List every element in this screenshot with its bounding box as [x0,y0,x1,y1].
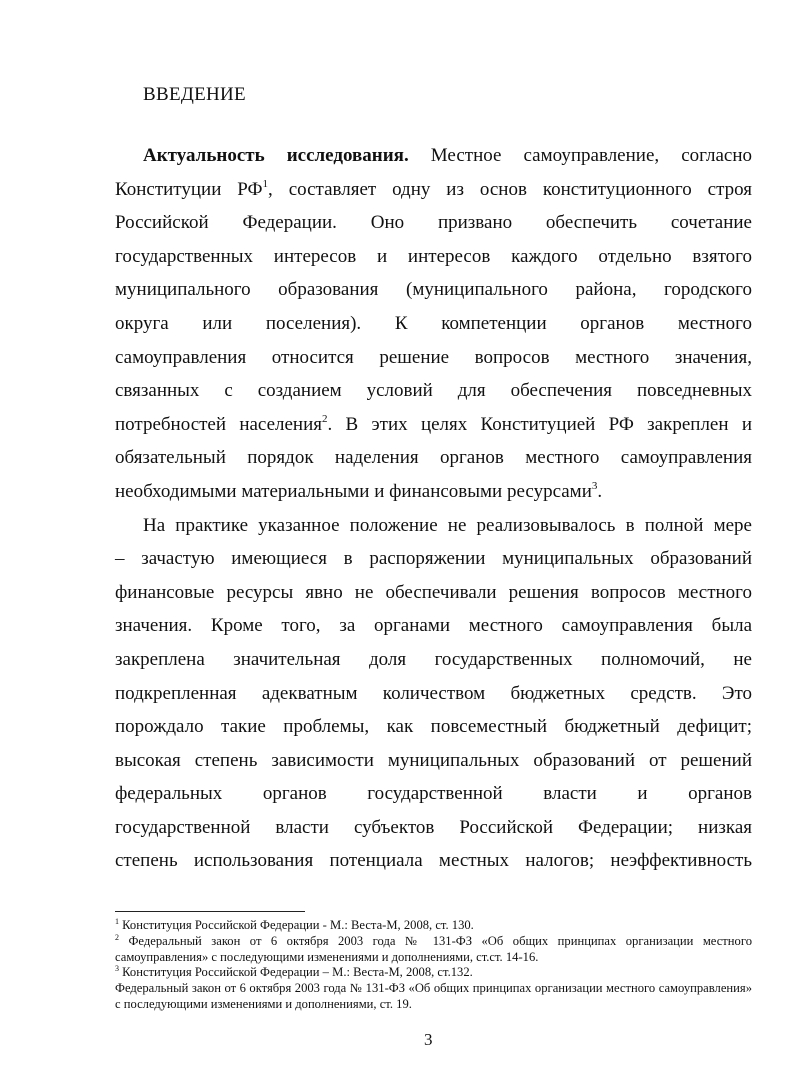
text-line: высокая степень зависимости муниципальных образований от решений [115,749,752,771]
text-line: потребностей населения$^2$. В этих целях Конституцией РФ закреплен и [115,412,752,435]
text-line: финансовые ресурсы явно не обеспечивали решения вопросов местного [115,581,752,603]
bold-lead: Актуальность исследования. [143,145,409,166]
text-line: Российской Федерации. Оно призвано обеспечить сочетание [115,212,752,234]
text-line: государственной власти субъектов Российской Федерации; низкая [115,816,752,838]
text-line: – зачастую имеющиеся в распоряжении муниципальных образований [115,548,752,570]
page-number: 3 [424,1030,433,1049]
text-line: федеральных органов государственной власти и органов [115,783,752,805]
text-line: округа или поселения). К компетенции органов местного [115,312,752,334]
text-line: обязательный порядок наделения органов местного самоуправления [115,447,752,469]
footnote-ref: 3 [591,479,598,492]
text-line: На практике указанное положение не реализовывалось в полной мере [143,514,752,536]
footnote: Федеральный закон от 6 октября 2003 года № 131-ФЗ «Об общих принципах организации местного самоуправления» с последующими изменениями и дополнениями, ст. 19. [115,981,752,1011]
footnotes [115,918,752,1013]
footnote-ref: 1 [262,177,269,190]
text-line: самоуправления относится решение вопросов местного значения, [115,346,752,368]
text-line: государственных интересов и интересов каждого отдельно взятого [115,245,752,267]
footnote-mark: 2 [115,932,119,942]
footnote: $^1$ Конституция Российской Федерации - М.: Веста-М, 2008, ст. 130. [115,917,474,932]
footnote-mark: 3 [115,964,119,974]
text-line: значения. Кроме того, за органами местного самоуправления была [115,615,752,637]
text-line: Актуальность исследования. Местное самоуправление, согласно [143,145,752,166]
text-line: степень использования потенциала местных налогов; неэффективность [115,850,752,872]
text-line: порождало такие проблемы, как повсеместный бюджетный дефицит; [115,716,752,738]
text-line: закреплена значительная доля государственных полномочий, не [115,648,752,670]
body-text [115,139,752,878]
footnote: $^2$ Федеральный закон от 6 октября 2003 года № 131-ФЗ «Об общих принципах организации местного самоуправления» с последующими изменениями и дополнениями, ст.ст. 14-16. [115,932,752,964]
footnote: $^3$ Конституция Российской Федерации – М.: Веста-М, 2008, ст.132. [115,964,473,980]
section-heading: ВВЕДЕНИЕ [143,84,246,105]
footnote-ref: 2 [322,412,328,425]
footnote-mark: 1 [115,917,119,926]
text-line: необходимыми материальными и финансовыми ресурсами$^3$. [115,479,603,502]
footnote-divider [115,911,305,912]
text-line: связанных с созданием условий для обеспечения повседневных [115,380,752,402]
text-line: подкрепленная адекватным количеством бюджетных средств. Это [115,682,752,704]
text-line: Конституции $РФ^1$, составляет одну из основ конституционного строя [115,177,752,200]
text-line: муниципального образования (муниципального района, городского [115,279,752,301]
